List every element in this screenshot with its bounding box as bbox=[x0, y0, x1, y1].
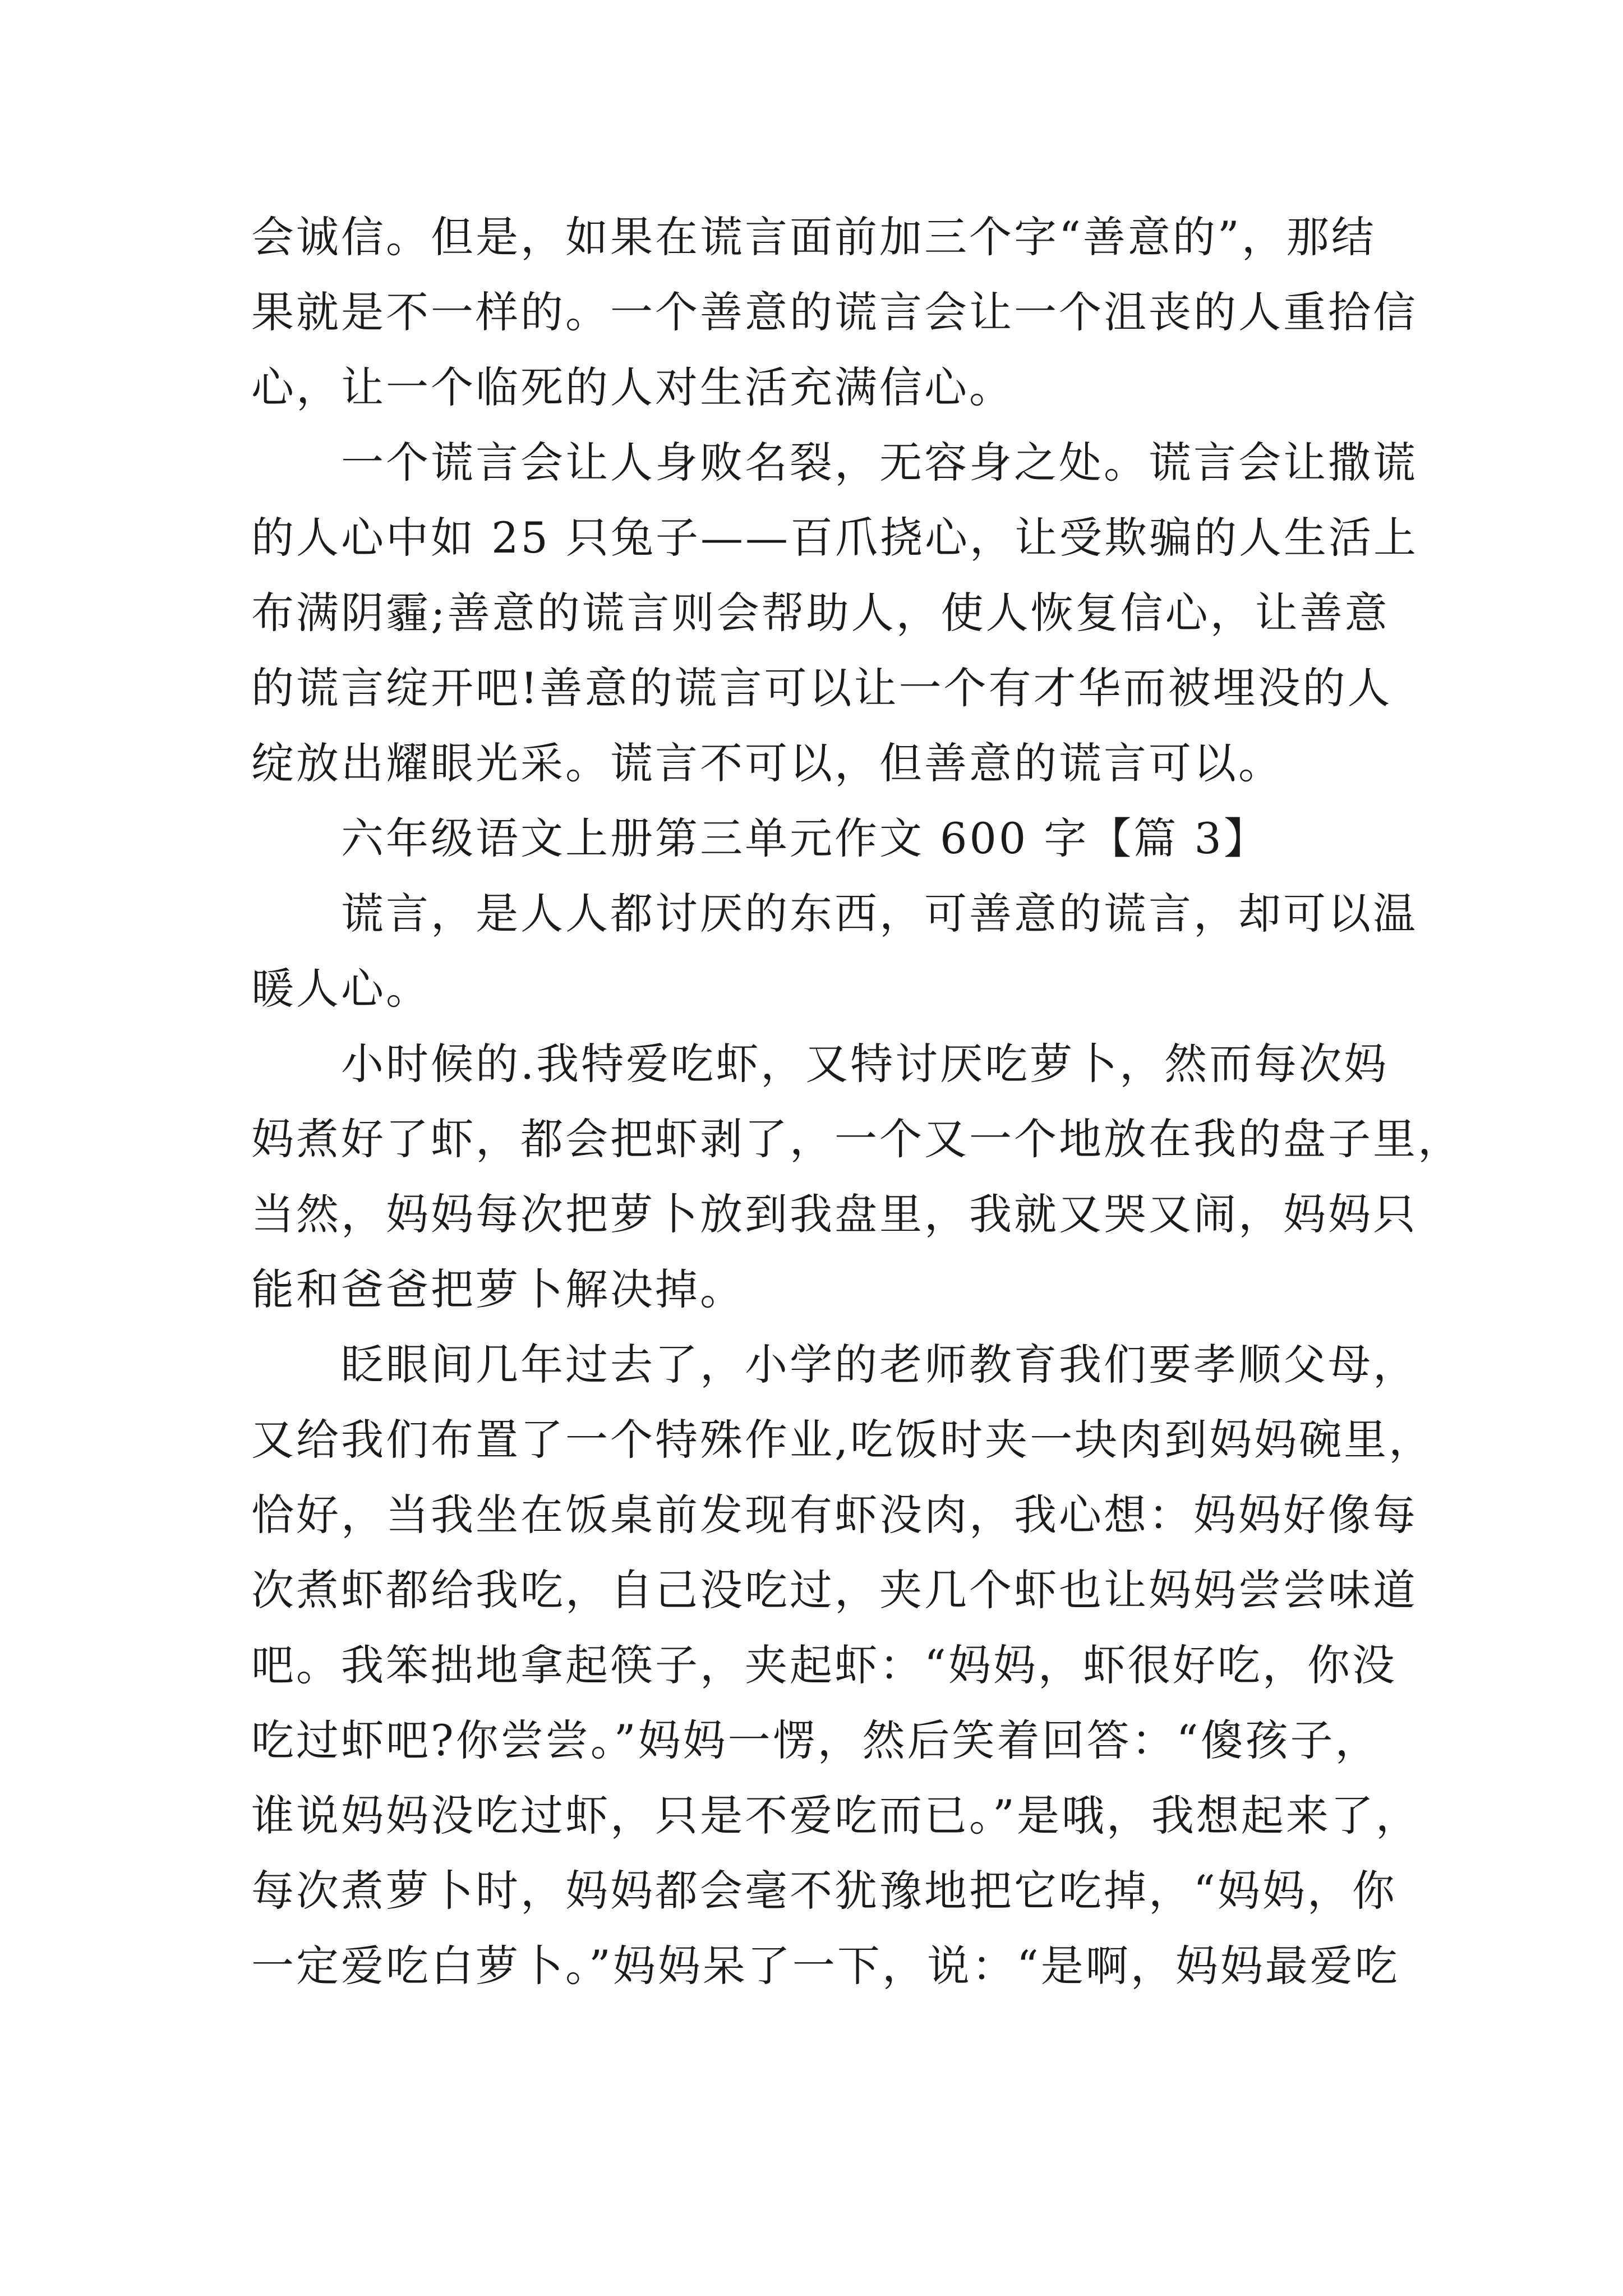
text-line: 吧。我笨拙地拿起筷子，夹起虾：“妈妈，虾很好吃，你没 bbox=[251, 1640, 1397, 1690]
text-line: 一定爱吃白萝卜。”妈妈呆了一下，说：“是啊，妈妈最爱吃 bbox=[251, 1941, 1400, 1991]
text-line: 能和爸爸把萝卜解决掉。 bbox=[251, 1264, 745, 1314]
text-line: 小时候的.我特爱吃虾，又特讨厌吃萝卜，然而每次妈 bbox=[341, 1039, 1389, 1089]
text-line: 绽放出耀眼光采。谎言不可以，但善意的谎言可以。 bbox=[251, 738, 1283, 788]
text-line: 妈煮好了虾，都会把虾剥了，一个又一个地放在我的盘子里， bbox=[251, 1114, 1463, 1164]
text-line: 布满阴霾;善意的谎言则会帮助人，使人恢复信心，让善意 bbox=[251, 588, 1390, 638]
document-body bbox=[251, 200, 1463, 2004]
text-line: 果就是不一样的。一个善意的谎言会让一个沮丧的人重拾信 bbox=[251, 287, 1418, 337]
text-line: 每次煮萝卜时，妈妈都会毫不犹豫地把它吃掉，“妈妈，你 bbox=[251, 1866, 1397, 1916]
text-line: 恰好，当我坐在饭桌前发现有虾没肉，我心想：妈妈好像每 bbox=[251, 1490, 1418, 1540]
text-line: 眨眼间几年过去了，小学的老师教育我们要孝顺父母， bbox=[341, 1340, 1418, 1389]
text-line: 的谎言绽开吧!善意的谎言可以让一个有才华而被埋没的人 bbox=[251, 663, 1393, 713]
text-line: 谎言，是人人都讨厌的东西，可善意的谎言，却可以温 bbox=[341, 889, 1418, 938]
text-line: 次煮虾都给我吃，自己没吃过，夹几个虾也让妈妈尝尝味道 bbox=[251, 1565, 1418, 1615]
text-line: 会诚信。但是，如果在谎言面前加三个字“善意的”，那结 bbox=[251, 212, 1376, 262]
text-line: 暖人心。 bbox=[251, 964, 431, 1014]
text-line: 六年级语文上册第三单元作文 600 字【篇 3】 bbox=[341, 813, 1269, 863]
text-line: 吃过虾吧?你尝尝。”妈妈一愣，然后笑着回答：“傻孩子， bbox=[251, 1715, 1380, 1765]
text-line: 又给我们布置了一个特殊作业,吃饭时夹一块肉到妈妈碗里， bbox=[251, 1415, 1434, 1465]
text-line: 心，让一个临死的人对生活充满信心。 bbox=[251, 362, 1014, 412]
text-line: 谁说妈妈没吃过虾，只是不爱吃而已。”是哦，我想起来了， bbox=[251, 1791, 1421, 1841]
text-line: 一个谎言会让人身败名裂，无容身之处。谎言会让撒谎 bbox=[341, 438, 1418, 487]
text-line: 当然，妈妈每次把萝卜放到我盘里，我就又哭又闹，妈妈只 bbox=[251, 1189, 1418, 1239]
text-line: 的人心中如 25 只兔子——百爪挠心，让受欺骗的人生活上 bbox=[251, 513, 1419, 563]
